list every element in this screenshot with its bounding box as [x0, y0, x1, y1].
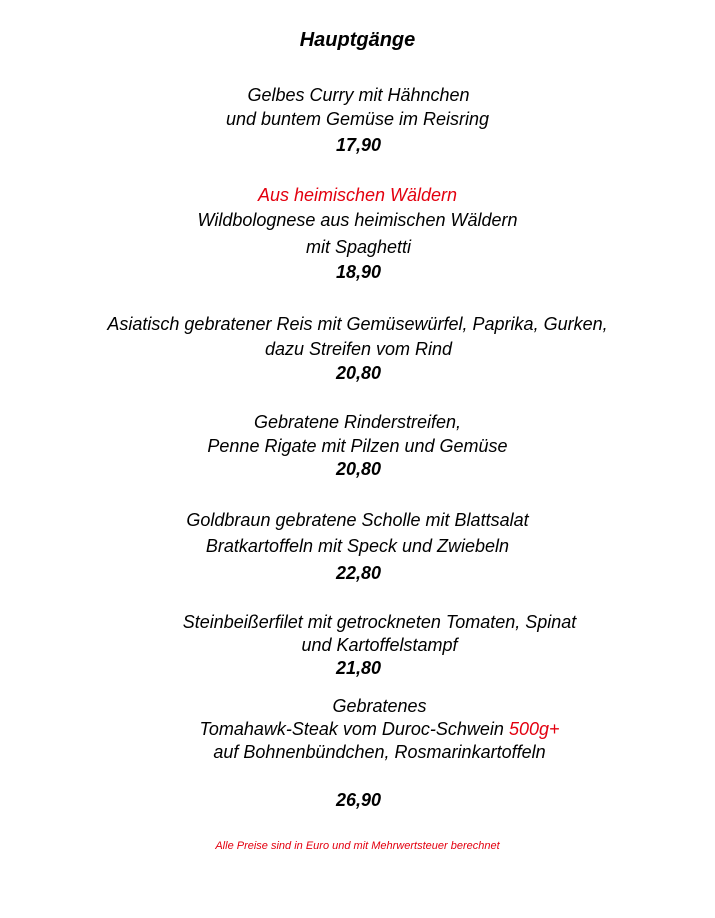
dish-4-price: 20,80	[335, 459, 382, 479]
dish-4-line-2: Penne Rigate mit Pilzen und Gemüse	[207, 436, 508, 456]
dish-4-line-1: Gebratene Rinderstreifen,	[253, 412, 462, 432]
dish-7-line-1: Gebratenes	[332, 696, 427, 716]
dish-2-line-2: mit Spaghetti	[305, 237, 412, 257]
page-title: Hauptgänge	[299, 29, 416, 51]
dish-2-line-1: Wildbolognese aus heimischen Wäldern	[197, 210, 518, 230]
dish-5-price: 22,80	[335, 563, 382, 583]
dish-5-line-1: Goldbraun gebratene Scholle mit Blattsalat	[186, 510, 529, 530]
dish-6-line-1: Steinbeißerfilet mit getrockneten Tomaten, Spinat	[182, 612, 577, 632]
dish-3-line-1: Asiatisch gebratener Reis mit Gemüsewürfel, Paprika, Gurken,	[107, 314, 608, 334]
dish-7-line-3: auf Bohnenbündchen, Rosmarinkartoffeln	[213, 742, 546, 762]
dish-5-line-2: Bratkartoffeln mit Speck und Zwiebeln	[205, 536, 510, 556]
dish-2-price: 18,90	[335, 262, 382, 282]
dish-7-line-2-row	[22, 718, 715, 740]
dish-1-line-1: Gelbes Curry mit Hähnchen	[247, 85, 470, 105]
dish-1-price: 17,90	[335, 135, 382, 155]
dish-6-price: 21,80	[335, 658, 382, 678]
dish-1-line-2: und buntem Gemüse im Reisring	[225, 109, 490, 129]
dish-3-line-2: dazu Streifen vom Rind	[264, 339, 453, 359]
dish-7-price: 26,90	[335, 790, 382, 810]
dish-7-weight: 500g+	[508, 719, 560, 739]
dish-3-price: 20,80	[335, 363, 382, 383]
dish-2-tag: Aus heimischen Wäldern	[257, 185, 458, 205]
dish-6-line-2: und Kartoffelstampf	[301, 635, 458, 655]
price-footnote: Alle Preise sind in Euro und mit Mehrwertsteuer berechnet	[215, 840, 500, 852]
dish-7-line-2: Tomahawk-Steak vom Duroc-Schwein	[199, 719, 504, 739]
